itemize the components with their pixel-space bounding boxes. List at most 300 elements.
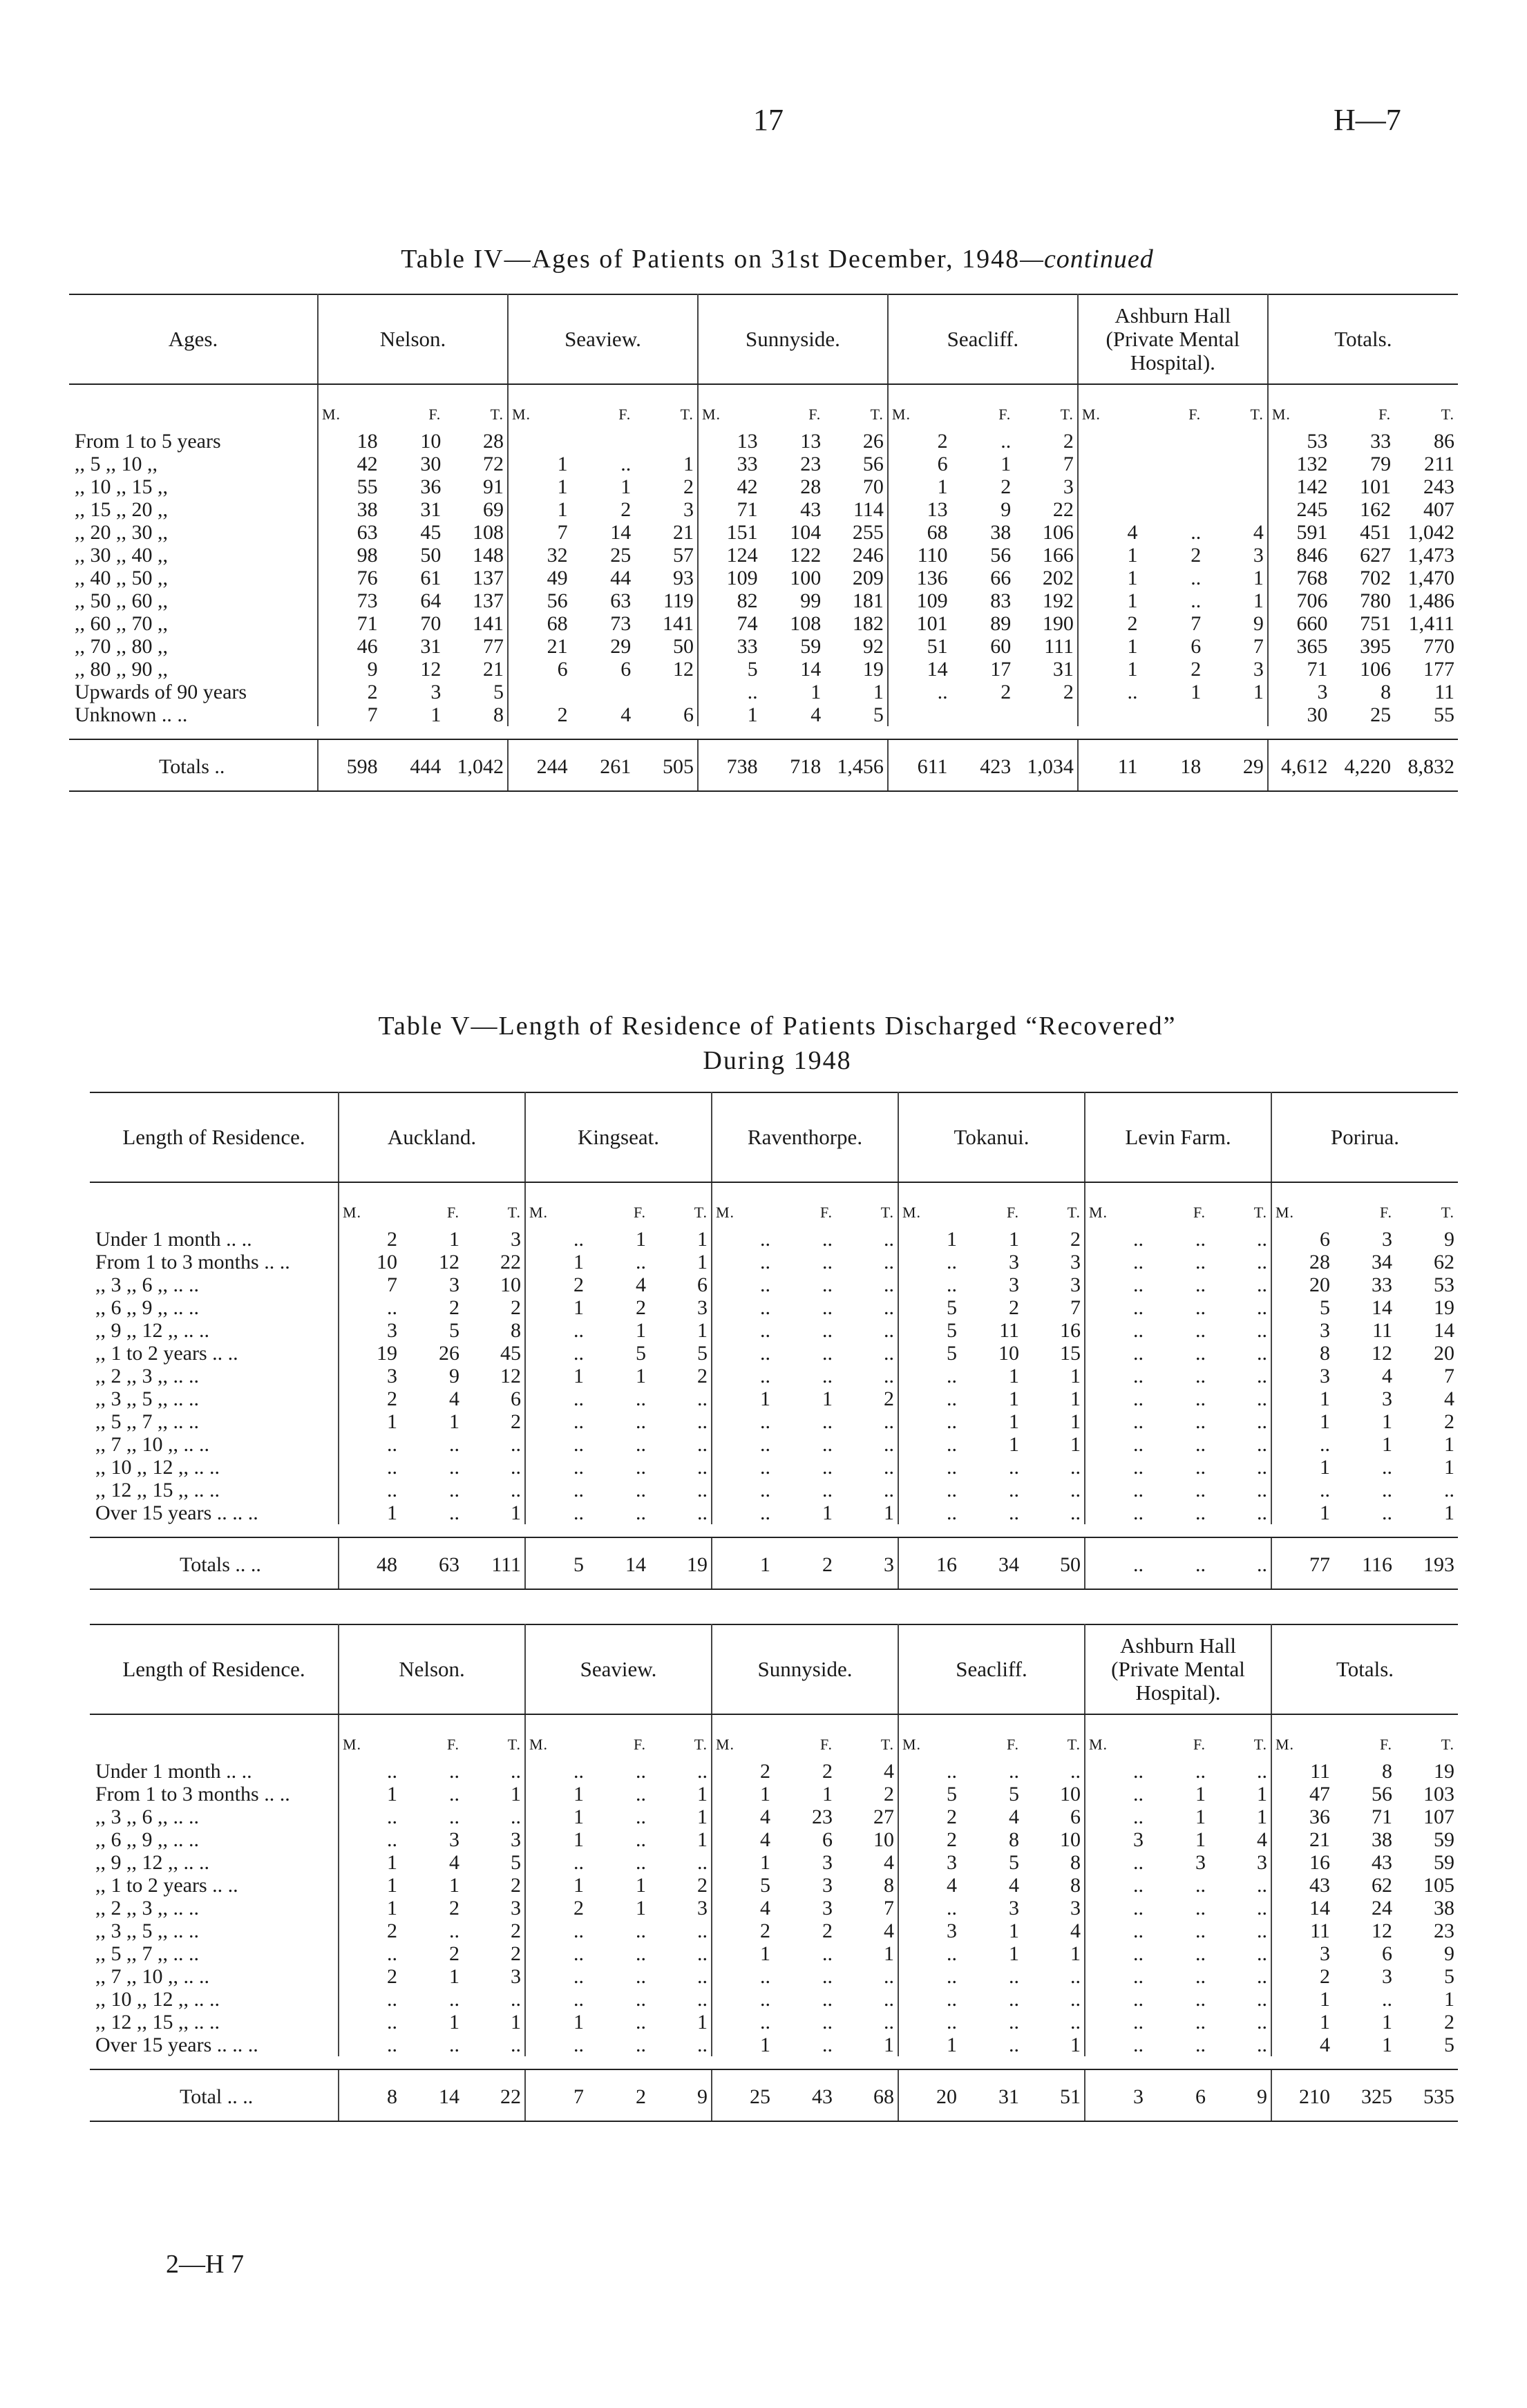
data-cell: 4 xyxy=(884,1760,894,1783)
data-cell: 103 xyxy=(1423,1783,1454,1805)
data-cell: .. xyxy=(1085,1988,1147,2011)
data-cell: .. xyxy=(822,2011,833,2033)
data-cell: 2 xyxy=(449,1296,459,1319)
data-cell: 8 xyxy=(493,703,504,726)
data-cell: .. xyxy=(822,1296,833,1319)
sub-header-cell: F. xyxy=(1007,1736,1019,1753)
data-cell: 7 xyxy=(318,703,381,726)
data-cell: .. xyxy=(712,1273,774,1296)
data-cell: 63 xyxy=(610,589,632,612)
data-cell: 3 xyxy=(836,1537,898,1589)
data-cell: .. xyxy=(1085,1365,1147,1387)
data-cell: 14 xyxy=(610,521,632,544)
data-cell: .. xyxy=(697,1410,708,1433)
data-cell: .. xyxy=(1257,1273,1267,1296)
data-cell: 5 xyxy=(712,1874,774,1897)
data-cell: .. xyxy=(511,1988,521,2011)
data-cell: 29 xyxy=(610,635,632,658)
data-cell: .. xyxy=(339,1805,401,1828)
data-cell: 12 xyxy=(420,658,442,681)
data-cell: 407 xyxy=(1423,498,1454,521)
data-cell xyxy=(1204,703,1268,726)
data-cell: 10 xyxy=(1060,1828,1081,1851)
table-row xyxy=(90,1501,1458,1524)
table-row xyxy=(69,567,1458,589)
row-label: ,, 1 to 2 years .. .. xyxy=(95,1874,238,1897)
data-cell: 50 xyxy=(672,635,694,658)
data-cell: 706 xyxy=(1268,589,1331,612)
data-cell: 151 xyxy=(698,521,761,544)
data-cell: 3 xyxy=(430,681,442,703)
data-cell: 1 xyxy=(822,1783,833,1805)
data-cell: .. xyxy=(1085,1965,1147,1988)
data-cell xyxy=(1141,498,1205,521)
data-cell: .. xyxy=(339,2033,401,2056)
data-cell: .. xyxy=(1085,1342,1147,1365)
data-cell: .. xyxy=(1257,1479,1267,1501)
data-cell: 1 xyxy=(884,1942,894,1965)
data-cell: 1 xyxy=(1078,589,1141,612)
sub-header-cell: M. xyxy=(318,384,381,430)
data-cell: .. xyxy=(1009,1456,1019,1479)
data-cell: .. xyxy=(1191,589,1202,612)
data-cell: .. xyxy=(525,1942,587,1965)
sub-header-row xyxy=(90,1714,1458,1760)
data-cell: 4,220 xyxy=(1331,739,1395,791)
data-cell: 166 xyxy=(1042,544,1074,567)
data-cell: 63 xyxy=(401,1537,463,1589)
data-cell: .. xyxy=(898,1365,960,1387)
blank-cell xyxy=(90,1714,339,1760)
data-cell xyxy=(1078,453,1141,475)
data-cell: 51 xyxy=(888,635,951,658)
data-cell: 5 xyxy=(449,1319,459,1342)
data-cell: 2 xyxy=(1070,1228,1081,1251)
data-cell: 1 xyxy=(698,703,761,726)
data-cell: .. xyxy=(1191,521,1202,544)
data-cell xyxy=(1078,430,1141,453)
data-cell: 3 xyxy=(683,498,694,521)
data-cell: .. xyxy=(898,1251,960,1273)
data-cell: .. xyxy=(822,1942,833,1965)
data-cell: .. xyxy=(636,1456,646,1479)
data-cell: 1 xyxy=(339,1851,401,1874)
data-cell: 1 xyxy=(712,1942,774,1965)
data-cell: 4 xyxy=(712,1828,774,1851)
data-cell: .. xyxy=(339,1296,401,1319)
data-cell xyxy=(571,430,635,453)
data-cell: .. xyxy=(712,1365,774,1387)
data-cell: 3 xyxy=(1253,544,1264,567)
sub-header-cell: F. xyxy=(998,406,1012,423)
data-cell: 1 xyxy=(884,1501,894,1524)
data-cell: .. xyxy=(1085,1456,1147,1479)
data-cell: 6 xyxy=(1147,2069,1209,2121)
sub-header-cell: M. xyxy=(1078,384,1141,430)
data-cell: .. xyxy=(712,1410,774,1433)
data-cell: 505 xyxy=(634,739,698,791)
data-cell: 31 xyxy=(960,2069,1023,2121)
group-header: Levin Farm. xyxy=(1085,1092,1271,1182)
row-label: ,, 70 ,, 80 ,, xyxy=(75,635,168,658)
data-cell: 137 xyxy=(472,589,504,612)
data-cell: .. xyxy=(884,1365,894,1387)
data-cell: 6 xyxy=(1271,1228,1334,1251)
data-cell: .. xyxy=(697,1965,708,1988)
data-cell: 1,486 xyxy=(1407,589,1454,612)
table-v-part-2 xyxy=(90,1624,1458,2122)
data-cell: 325 xyxy=(1334,2069,1396,2121)
data-cell: 68 xyxy=(508,612,571,635)
data-cell: 177 xyxy=(1423,658,1454,681)
table-v-title-line1: Table V—Length of Residence of Patients Discharged “Recovered” xyxy=(378,1012,1177,1041)
data-cell: .. xyxy=(884,1965,894,1988)
data-cell: .. xyxy=(1195,1897,1206,1919)
data-cell: 8,832 xyxy=(1394,739,1458,791)
data-cell: .. xyxy=(449,1760,459,1783)
data-cell: .. xyxy=(636,1828,646,1851)
data-cell: 535 xyxy=(1396,2069,1458,2121)
data-cell: 22 xyxy=(463,2069,525,2121)
row-header: Length of Residence. xyxy=(90,1624,339,1714)
row-label: ,, 40 ,, 50 ,, xyxy=(75,567,168,589)
data-cell: 9 xyxy=(1209,2069,1271,2121)
data-cell: 3 xyxy=(1271,1365,1334,1387)
data-cell: 23 xyxy=(1434,1919,1454,1942)
data-cell: 25 xyxy=(610,544,632,567)
data-cell: 2 xyxy=(898,1828,960,1851)
data-cell: .. xyxy=(1195,1319,1206,1342)
data-cell: 1 xyxy=(449,1874,459,1897)
data-cell: 56 xyxy=(508,589,571,612)
data-cell: 1 xyxy=(1078,567,1141,589)
data-cell: 12 xyxy=(439,1251,459,1273)
data-cell: 33 xyxy=(1372,1273,1392,1296)
data-cell: .. xyxy=(1085,1433,1147,1456)
data-cell: 61 xyxy=(420,567,442,589)
group-header: Nelson. xyxy=(339,1624,525,1714)
data-cell: 8 xyxy=(1271,1342,1334,1365)
data-cell: 86 xyxy=(1434,430,1454,453)
data-cell: 6 xyxy=(1382,1942,1392,1965)
row-label: From 1 to 3 months .. .. xyxy=(95,1783,290,1805)
data-cell: 1 xyxy=(697,1783,708,1805)
row-label: From 1 to 5 years xyxy=(75,430,221,453)
data-cell: .. xyxy=(1195,1988,1206,2011)
sub-header-cell: M. xyxy=(1085,1182,1147,1228)
data-cell: 2 xyxy=(587,2069,649,2121)
data-cell: 1 xyxy=(1271,1387,1334,1410)
data-cell: .. xyxy=(1195,1919,1206,1942)
data-cell: 702 xyxy=(1360,567,1392,589)
sub-header-cell: F. xyxy=(618,406,632,423)
data-cell: .. xyxy=(511,1479,521,1501)
data-cell: .. xyxy=(1195,1456,1206,1479)
data-cell: 4 xyxy=(1382,1365,1392,1387)
data-cell: .. xyxy=(1382,1988,1392,2011)
data-cell: .. xyxy=(1070,1988,1081,2011)
data-cell: 2 xyxy=(1444,1410,1454,1433)
data-cell: .. xyxy=(712,1988,774,2011)
sub-header-cell: T. xyxy=(680,406,694,423)
data-cell: .. xyxy=(636,1851,646,1874)
data-cell: 101 xyxy=(1360,475,1392,498)
data-cell: 1 xyxy=(712,2033,774,2056)
data-cell: .. xyxy=(884,1479,894,1501)
table-row xyxy=(69,681,1458,703)
data-cell: .. xyxy=(888,681,951,703)
data-cell: 6 xyxy=(508,658,571,681)
data-cell: .. xyxy=(898,1410,960,1433)
data-cell: 7 xyxy=(508,521,571,544)
row-label: ,, 50 ,, 60 ,, xyxy=(75,589,168,612)
row-label: Upwards of 90 years xyxy=(75,681,247,703)
table-row xyxy=(90,1897,1458,1919)
data-cell: 3 xyxy=(449,1828,459,1851)
data-cell: .. xyxy=(1195,1273,1206,1296)
table-v-title-line2: During 1948 xyxy=(703,1046,852,1075)
data-cell: .. xyxy=(525,1342,587,1365)
data-cell: 7 xyxy=(1063,453,1074,475)
sub-header-cell: F. xyxy=(1380,1736,1392,1753)
data-cell: 53 xyxy=(1434,1273,1454,1296)
group-header: Ashburn Hall (Private Mental Hospital). xyxy=(1085,1624,1271,1714)
data-cell: .. xyxy=(898,1897,960,1919)
data-cell: .. xyxy=(822,1273,833,1296)
data-cell: 1 xyxy=(1009,1942,1019,1965)
data-cell xyxy=(1078,475,1141,498)
data-cell: 3 xyxy=(1253,658,1264,681)
data-cell: 23 xyxy=(812,1805,833,1828)
data-cell: .. xyxy=(511,2033,521,2056)
data-cell: 11 xyxy=(1271,1919,1334,1942)
data-cell: .. xyxy=(449,2033,459,2056)
data-cell: 5 xyxy=(525,1537,587,1589)
data-cell: 2 xyxy=(1063,681,1074,703)
data-cell: 14 xyxy=(1372,1296,1392,1319)
data-cell: 1 xyxy=(1009,1228,1019,1251)
data-cell: 5 xyxy=(898,1783,960,1805)
data-cell: 66 xyxy=(990,567,1012,589)
data-cell: .. xyxy=(822,1965,833,1988)
data-cell: .. xyxy=(636,2033,646,2056)
data-cell: 1 xyxy=(511,2011,521,2033)
sub-header-cell: M. xyxy=(508,384,571,430)
data-cell: 3 xyxy=(511,1228,521,1251)
data-cell: 6 xyxy=(511,1387,521,1410)
group-header: Totals. xyxy=(1268,294,1458,384)
data-cell: .. xyxy=(525,1387,587,1410)
data-cell: 28 xyxy=(800,475,822,498)
table-row xyxy=(69,453,1458,475)
data-cell: 4 xyxy=(620,703,632,726)
data-cell: .. xyxy=(1195,1501,1206,1524)
data-cell: .. xyxy=(636,1479,646,1501)
data-cell: 190 xyxy=(1042,612,1074,635)
data-cell: 423 xyxy=(951,739,1015,791)
data-cell: 1,411 xyxy=(1408,612,1454,635)
table-row xyxy=(69,544,1458,567)
data-cell: 1,034 xyxy=(1014,739,1078,791)
row-label: Unknown .. .. xyxy=(75,703,188,726)
data-cell: 5 xyxy=(1271,1296,1334,1319)
data-cell: 7 xyxy=(1191,612,1202,635)
data-cell: 1 xyxy=(636,1897,646,1919)
sub-header-cell: M. xyxy=(1268,384,1331,430)
spacer-cell xyxy=(90,2056,1458,2069)
data-cell: 141 xyxy=(472,612,504,635)
data-cell: .. xyxy=(525,1988,587,2011)
data-cell: 3 xyxy=(1271,1319,1334,1342)
sub-header-cell: M. xyxy=(712,1714,774,1760)
data-cell: 5 xyxy=(898,1319,960,1342)
data-cell: .. xyxy=(822,1410,833,1433)
data-cell: 3 xyxy=(822,1851,833,1874)
data-cell: 77 xyxy=(482,635,504,658)
sub-header-cell: F. xyxy=(1007,1204,1019,1221)
data-cell: 1 xyxy=(1253,589,1264,612)
data-cell: .. xyxy=(1078,681,1141,703)
data-cell: .. xyxy=(1009,1501,1019,1524)
data-cell: .. xyxy=(1195,1387,1206,1410)
table-row xyxy=(69,498,1458,521)
data-cell: 12 xyxy=(1372,1342,1392,1365)
data-cell: 14 xyxy=(587,1537,649,1589)
spacer-cell xyxy=(69,726,1458,739)
data-cell: .. xyxy=(884,1319,894,1342)
data-cell: .. xyxy=(636,1783,646,1805)
data-cell: .. xyxy=(884,1251,894,1273)
data-cell xyxy=(951,703,1015,726)
data-cell: 2 xyxy=(1444,2011,1454,2033)
data-cell: .. xyxy=(822,1433,833,1456)
data-cell: 780 xyxy=(1360,589,1392,612)
data-cell: 1 xyxy=(525,1874,587,1897)
data-cell: 11 xyxy=(999,1319,1019,1342)
data-cell: 1 xyxy=(1257,1783,1267,1805)
data-cell: 4 xyxy=(636,1273,646,1296)
data-cell: 148 xyxy=(472,544,504,567)
group-header: Seacliff. xyxy=(898,1624,1085,1714)
data-cell xyxy=(1014,703,1078,726)
data-cell: 2 xyxy=(697,1874,708,1897)
data-cell: 22 xyxy=(500,1251,521,1273)
table-row xyxy=(90,1942,1458,1965)
data-cell: 2 xyxy=(339,1919,401,1942)
data-cell: .. xyxy=(449,1783,459,1805)
data-cell: 261 xyxy=(571,739,635,791)
data-cell: 202 xyxy=(1042,567,1074,589)
table-row xyxy=(90,1874,1458,1897)
row-label: ,, 6 ,, 9 ,, .. .. xyxy=(95,1296,199,1319)
data-cell: .. xyxy=(884,1296,894,1319)
data-cell: .. xyxy=(1195,2033,1206,2056)
data-cell: 751 xyxy=(1360,612,1392,635)
data-cell: .. xyxy=(1195,2011,1206,2033)
table-row xyxy=(90,1805,1458,1828)
data-cell: .. xyxy=(525,1433,587,1456)
data-cell: .. xyxy=(1257,1342,1267,1365)
data-cell: 110 xyxy=(888,544,951,567)
header-row xyxy=(69,294,1458,384)
sub-header-cell: M. xyxy=(898,1182,960,1228)
data-cell: .. xyxy=(898,1988,960,2011)
data-cell: 8 xyxy=(511,1319,521,1342)
data-cell: 451 xyxy=(1360,521,1392,544)
data-cell: .. xyxy=(898,1760,960,1783)
data-cell: 6 xyxy=(888,453,951,475)
group-header: Kingseat. xyxy=(525,1092,712,1182)
data-cell: 1 xyxy=(525,1805,587,1828)
data-cell: 1 xyxy=(697,1828,708,1851)
data-cell: .. xyxy=(1444,1479,1454,1501)
data-cell: 1 xyxy=(1070,1942,1081,1965)
data-cell: .. xyxy=(1382,1456,1392,1479)
data-cell: 3 xyxy=(1009,1897,1019,1919)
data-cell: 6 xyxy=(697,1273,708,1296)
data-cell: 49 xyxy=(508,567,571,589)
data-cell: 1 xyxy=(525,1365,587,1387)
data-cell: 99 xyxy=(800,589,822,612)
data-cell: 19 xyxy=(862,658,884,681)
data-cell: .. xyxy=(1085,1897,1147,1919)
data-cell: 1 xyxy=(1253,681,1264,703)
data-cell: 1 xyxy=(1195,1828,1206,1851)
data-cell: .. xyxy=(1085,1805,1147,1828)
data-cell: 24 xyxy=(1372,1897,1392,1919)
data-cell: 31 xyxy=(420,498,442,521)
data-cell: 1 xyxy=(449,2011,459,2033)
data-cell: 98 xyxy=(318,544,381,567)
table-iv-title xyxy=(104,242,1451,276)
group-header: Porirua. xyxy=(1271,1092,1458,1182)
data-cell: .. xyxy=(1085,1783,1147,1805)
data-cell: .. xyxy=(1195,1296,1206,1319)
data-cell: 47 xyxy=(1271,1783,1334,1805)
row-label: ,, 3 ,, 6 ,, .. .. xyxy=(95,1805,199,1828)
data-cell: 28 xyxy=(1271,1251,1334,1273)
data-cell: .. xyxy=(1257,1456,1267,1479)
data-cell: 79 xyxy=(1370,453,1392,475)
data-cell: .. xyxy=(449,1456,459,1479)
data-cell: 1 xyxy=(697,1319,708,1342)
row-label: ,, 30 ,, 40 ,, xyxy=(75,544,168,567)
data-cell: .. xyxy=(636,1988,646,2011)
data-cell: 53 xyxy=(1268,430,1331,453)
data-cell: 33 xyxy=(698,453,761,475)
data-cell: .. xyxy=(1257,1919,1267,1942)
data-cell: .. xyxy=(712,1228,774,1251)
data-cell: 1 xyxy=(898,1228,960,1251)
data-cell: 16 xyxy=(1060,1319,1081,1342)
data-cell: 3 xyxy=(1070,1273,1081,1296)
data-cell: 2 xyxy=(1271,1965,1334,1988)
sub-header-cell: M. xyxy=(339,1182,401,1228)
sub-header-cell: T. xyxy=(1253,1736,1267,1753)
data-cell: 3 xyxy=(822,1897,833,1919)
data-cell: .. xyxy=(339,1456,401,1479)
data-cell: .. xyxy=(1257,1988,1267,2011)
data-cell: 1 xyxy=(1070,1410,1081,1433)
sub-header-cell: M. xyxy=(712,1182,774,1228)
data-cell: 4 xyxy=(884,1851,894,1874)
row-label: ,, 12 ,, 15 ,, .. .. xyxy=(95,1479,220,1501)
data-cell: 25 xyxy=(712,2069,774,2121)
data-cell xyxy=(1141,703,1205,726)
row-label: Over 15 years .. .. .. xyxy=(95,2033,258,2056)
data-cell: 3 xyxy=(511,1897,521,1919)
data-cell: 20 xyxy=(1434,1342,1454,1365)
